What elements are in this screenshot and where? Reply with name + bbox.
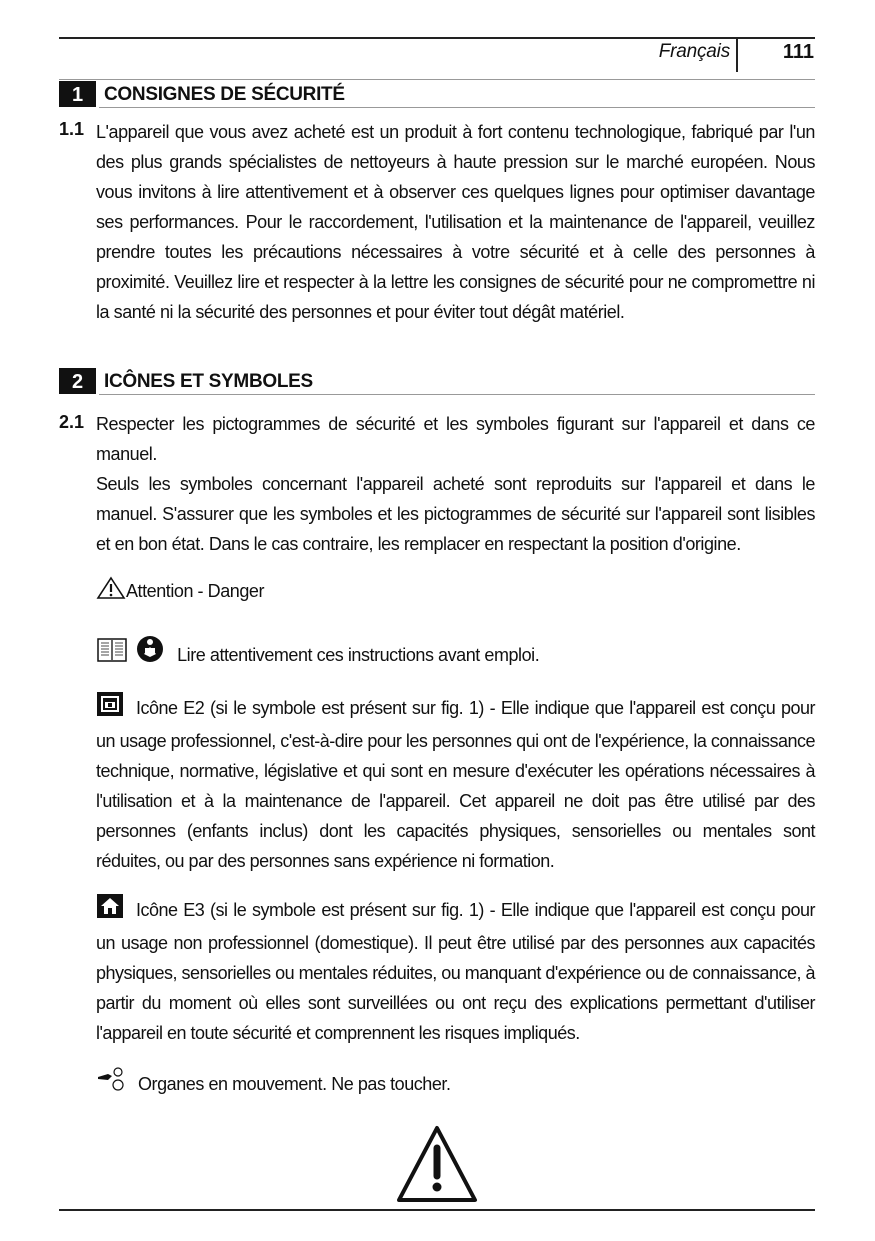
professional-use-icon: [96, 691, 124, 726]
symbol-e3: [96, 893, 815, 1048]
symbol-e2: [96, 691, 815, 876]
symbol-text: Icône E3 (si le symbole est présent sur fig. 1) - Elle indique que l'appareil est conçu pour un usage non professionnel (domestique). Il peut être utilisé par des personnes aux capacités physiques, sensorielles ou mentales réduites, ou manquant d'expérience ou de connaissance, à partir du moment où elles sont surveillées ou ont reçu des explications permettant d'utiliser l'appareil en toute sécurité et comprennent les risques impliqués.: [96, 900, 815, 1043]
symbol-text: Attention - Danger: [126, 581, 264, 601]
symbol-text: Icône E2 (si le symbole est présent sur fig. 1) - Elle indique que l'appareil est conçu pour un usage professionnel, c'est-à-dire pour les personnes qui ont de l'expérience, la connaissance technique, normative, législative et qui sont en mesure d'exécuter les opérations nécessaires à l'utilisation et à la maintenance de l'appareil. Cet appareil ne doit pas être utilisé par des personnes (enfants inclus) dont les capacités physiques, sensorielles ou mentales sont réduites, ou par des personnes sans expérience ni formation.: [96, 698, 815, 871]
header-rule: [59, 37, 815, 39]
paragraph-1-1: [96, 117, 815, 327]
header-separator: [736, 39, 738, 72]
section-2-heading: [59, 368, 815, 394]
paragraph-number: 1.1: [59, 119, 85, 139]
paragraph-text: Respecter les pictogrammes de sécurité et les symboles figurant sur l'appareil et dans ce manuel.: [96, 414, 815, 464]
symbol-danger: [96, 576, 815, 609]
section-title: ICÔNES ET SYMBOLES: [104, 371, 313, 392]
book-icon: [96, 636, 130, 673]
read-manual-icon: [135, 634, 165, 673]
page-number: 111: [782, 41, 814, 63]
symbol-text: Lire attentivement ces instructions avant emploi.: [177, 645, 540, 665]
paragraph-number: 2.1: [59, 412, 85, 432]
warning-triangle-icon: [395, 1124, 479, 1209]
section-title: CONSIGNES DE SÉCURITÉ: [104, 84, 345, 105]
home-use-icon: [96, 893, 124, 928]
header-subrule: [59, 79, 815, 80]
section-number: 1: [59, 81, 96, 107]
paragraph-text: Seuls les symboles concernant l'appareil acheté sont reproduits sur l'appareil et dans le manuel. S'assurer que les symboles et les pictogrammes de sécurité sur l'appareil sont lisibles et en bon état. Dans le cas contraire, les remplacer en respectant la position d'origine.: [96, 474, 815, 554]
section-1-heading: [59, 81, 815, 107]
section-rule: [99, 394, 815, 395]
warning-triangle-icon: [96, 576, 126, 609]
section-rule: [99, 107, 815, 108]
paragraph-text: L'appareil que vous avez acheté est un produit à fort contenu technologique, fabriqué par l'un des plus grands spécialistes de nettoyeurs à haute pression sur le marché européen. Nous vous invitons à lire attentivement et à observer ces quelques lignes pour optimiser davantage ses performances. Pour le raccordement, l'utilisation et la maintenance de l'appareil, veuillez prendre toutes les précautions nécessaires à votre sécurité et à celle des personnes à proximité. Veuillez lire et respecter à la lettre les consignes de sécurité pour ne compromettre ni la santé ni la sécurité des personnes et pour éviter tout dégât matériel.: [96, 122, 815, 322]
footer-rule: [59, 1209, 815, 1211]
section-number: 2: [59, 368, 96, 394]
language-label: Français: [658, 41, 730, 62]
symbol-text: Organes en mouvement. Ne pas toucher.: [138, 1074, 451, 1094]
moving-parts-icon: [96, 1065, 126, 1102]
symbol-moving-parts: [96, 1065, 815, 1102]
paragraph-2-1: [96, 409, 815, 559]
symbol-manual: [96, 634, 815, 673]
